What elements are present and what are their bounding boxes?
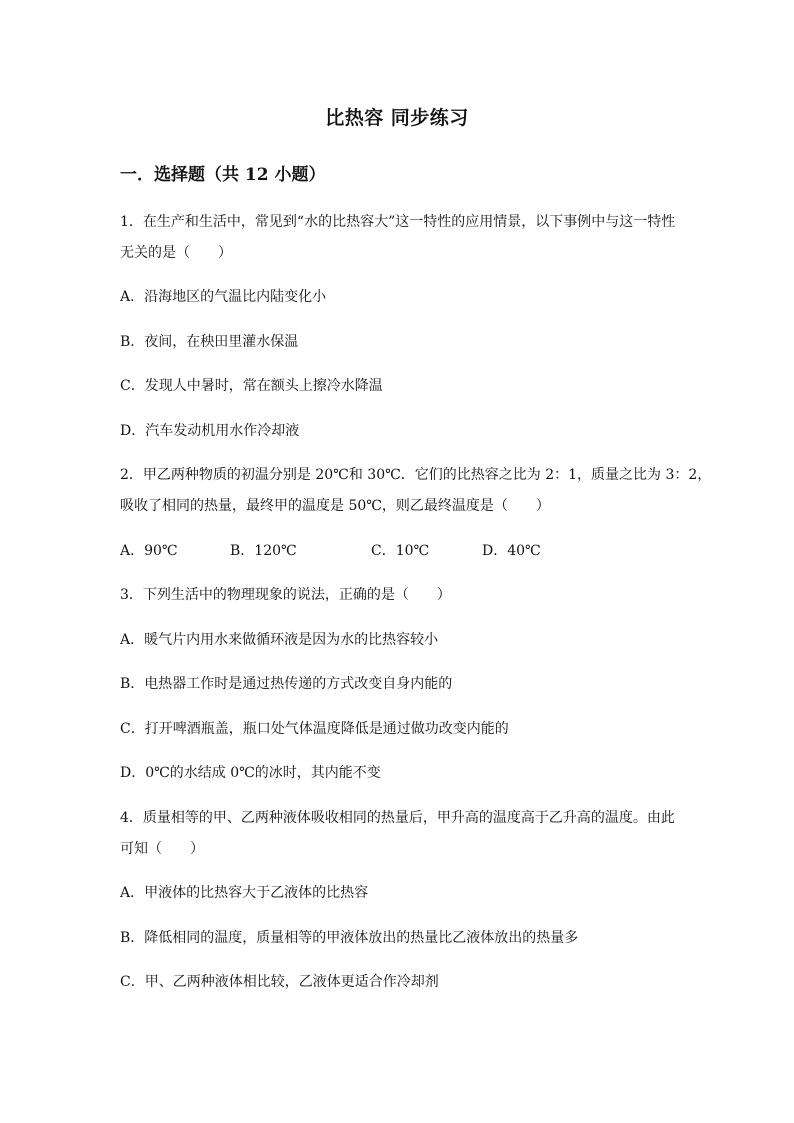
question-3-option-c: C．打开啤酒瓶盖，瓶口处气体温度降低是通过做功改变内能的 [120, 721, 509, 737]
question-4-option-c: C．甲、乙两种液体相比较，乙液体更适合作冷却剂 [120, 974, 439, 990]
question-2-option-c: C．10℃ [371, 543, 430, 559]
question-4-stem-line-1: 4．质量相等的甲、乙两种液体吸收相同的热量后，甲升高的温度高于乙升高的温度。由此 [120, 810, 675, 826]
question-3-stem-line-1: 3．下列生活中的物理现象的说法，正确的是（ ） [120, 587, 451, 603]
question-1-stem-line-2: 无关的是（ ） [120, 245, 232, 261]
page-title: 比热容 同步练习 [325, 107, 469, 129]
question-2-option-a: A．90℃ [120, 543, 178, 559]
question-3-option-b: B．电热器工作时是通过热传递的方式改变自身内能的 [120, 676, 453, 692]
question-4-option-b: B．降低相同的温度，质量相等的甲液体放出的热量比乙液体放出的热量多 [120, 930, 579, 946]
question-1-option-b: B．夜间，在秧田里灌水保温 [120, 334, 299, 350]
question-2-option-d: D．40℃ [482, 543, 541, 559]
question-1-option-d: D．汽车发动机用水作冷却液 [120, 423, 300, 439]
question-2-option-b: B．120℃ [230, 543, 297, 559]
question-3-option-a: A．暖气片内用水来做循环液是因为水的比热容较小 [120, 632, 439, 648]
question-4-option-a: A．甲液体的比热容大于乙液体的比热容 [120, 885, 369, 901]
question-2-stem-line-2: 吸收了相同的热量，最终甲的温度是 50℃，则乙最终温度是（ ） [120, 498, 550, 514]
question-4-stem-line-2: 可知（ ） [120, 841, 204, 857]
question-1-stem-line-1: 1．在生产和生活中，常见到“水的比热容大”这一特性的应用情景，以下事例中与这一特性 [120, 214, 676, 230]
question-2-stem-line-1: 2．甲乙两种物质的初温分别是 20℃和 30℃．它们的比热容之比为 2：1，质量之比为 3：2， [120, 467, 712, 483]
section-heading: 一．选择题（共 12 小题） [120, 165, 326, 185]
question-3-option-d: D．0℃的水结成 0℃的冰时，其内能不变 [120, 765, 381, 781]
question-1-option-a: A．沿海地区的气温比内陆变化小 [120, 289, 327, 305]
question-1-option-c: C．发现人中暑时，常在额头上擦冷水降温 [120, 378, 383, 394]
